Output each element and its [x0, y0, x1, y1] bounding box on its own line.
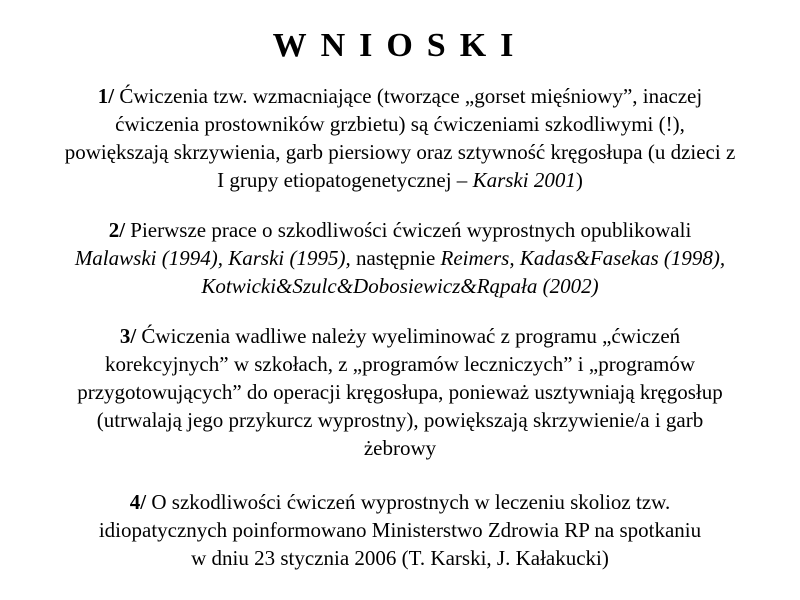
conclusion-line — [0, 244, 800, 272]
conclusion-line — [0, 434, 800, 462]
citation-text: Karski 2001 — [472, 168, 576, 192]
conclusion-text: (utrwalają jego przykurcz wyprostny), powiększają skrzywienie/a i garb — [96, 408, 704, 432]
conclusion-text: korekcyjnych” w szkołach, z „programów leczniczych” i „programów — [104, 352, 696, 376]
citation-text: Kotwicki&Szulc&Dobosiewicz&Rąpała (2002) — [201, 274, 599, 298]
conclusion-text: ćwiczenia prostowników grzbietu) są ćwiczeniami szkodliwymi (!), — [115, 112, 685, 136]
conclusion-text: ) — [575, 168, 583, 192]
conclusion-2 — [0, 216, 800, 300]
conclusion-line — [0, 82, 800, 110]
conclusion-line — [0, 138, 800, 166]
conclusion-number: 4/ — [129, 490, 152, 514]
conclusion-line — [0, 350, 800, 378]
conclusion-line — [0, 166, 800, 194]
conclusion-text: Ćwiczenia wadliwe należy wyeliminować z programu „ćwiczeń — [141, 324, 681, 348]
conclusion-text: Ćwiczenia tzw. wzmacniające (tworzące „gorset mięśniowy”, inaczej — [119, 84, 703, 108]
conclusion-number: 3/ — [119, 324, 142, 348]
conclusion-1 — [0, 82, 800, 194]
conclusion-line — [0, 110, 800, 138]
conclusion-text: O szkodliwości ćwiczeń wyprostnych w leczeniu skolioz tzw. — [151, 490, 671, 514]
conclusion-text: Pierwsze prace o szkodliwości ćwiczeń wyprostnych opublikowali — [130, 218, 692, 242]
conclusion-text: przygotowujących” do operacji kręgosłupa, ponieważ usztywniają kręgosłup — [77, 380, 723, 404]
conclusion-line — [0, 322, 800, 350]
conclusion-number: 1/ — [97, 84, 120, 108]
conclusion-number: 2/ — [108, 218, 131, 242]
conclusion-line — [0, 488, 800, 516]
conclusion-line — [0, 516, 800, 544]
conclusion-text: I grupy etiopatogenetycznej – — [217, 168, 473, 192]
conclusion-text: następnie — [350, 246, 441, 270]
conclusion-text: idiopatycznych poinformowano Ministerstwo Zdrowia RP na spotkaniu — [98, 518, 702, 542]
slide-title: WNIOSKI — [272, 27, 528, 64]
conclusion-line — [0, 272, 800, 300]
conclusion-text: w dniu 23 stycznia 2006 (T. Karski, J. Kałakucki) — [191, 546, 609, 570]
conclusion-line — [0, 216, 800, 244]
conclusion-line — [0, 378, 800, 406]
citation-text: Reimers, Kadas&Fasekas (1998), — [440, 246, 726, 270]
conclusion-text: powiększają skrzywienia, garb piersiowy oraz sztywność kręgosłupa (u dzieci z — [64, 140, 736, 164]
conclusion-3 — [0, 322, 800, 462]
conclusion-4 — [0, 488, 800, 572]
conclusion-line — [0, 406, 800, 434]
citation-text: Malawski (1994), Karski (1995), — [74, 246, 351, 270]
conclusion-line — [0, 544, 800, 572]
conclusion-text: żebrowy — [363, 436, 437, 460]
